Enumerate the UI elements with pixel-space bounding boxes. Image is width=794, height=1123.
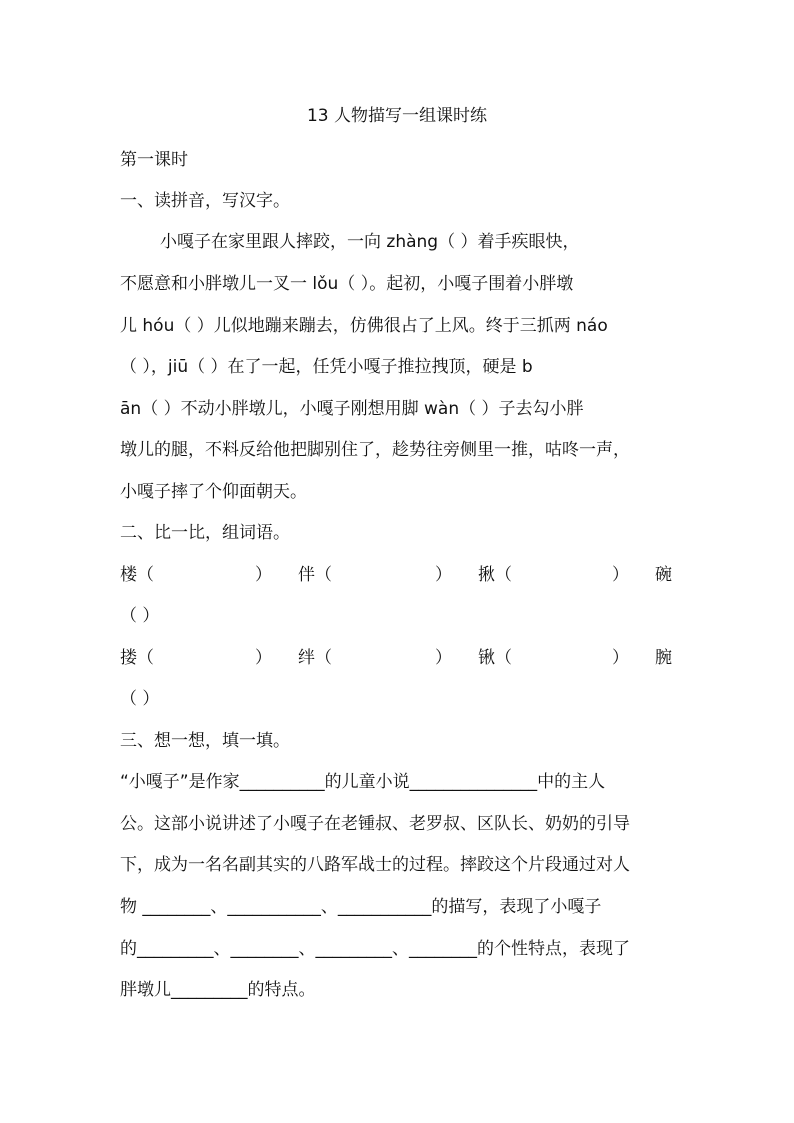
word-lou-open: 楼（ [120, 565, 154, 585]
section1-line-5: ān（ ）不动小胖墩儿，小嘎子刚想用脚 wàn（ ）子去勾小胖 [120, 399, 584, 419]
word-jiu-open: 揪（ [478, 565, 512, 585]
section3-heading: 三、想一想，填一填。 [120, 731, 290, 751]
word-lou2-close: ） [255, 648, 272, 668]
section3-line-3: 下，成为一名名副其实的八路军战士的过程。摔跤这个片段通过对人 [120, 855, 630, 875]
word-qiao-open: 锹（ [478, 648, 512, 668]
word-row-1-wrap: （ ） [120, 606, 160, 626]
word-ban-close: ） [435, 565, 452, 585]
section1-line-2: 不愿意和小胖墩儿一叉一 lǒu（ ）。起初，小嘎子围着小胖墩 [120, 274, 574, 294]
word-wan2: 腕 [655, 648, 672, 668]
lesson-label: 第一课时 [120, 150, 188, 170]
section1-line-6: 墩儿的腿，不料反给他把脚别住了，趁势往旁侧里一推，咕咚一声， [120, 440, 630, 460]
section3-line-4: 物 ________、___________、___________的描写，表现了小嘎子 [120, 897, 602, 917]
section1-line-7: 小嘎子摔了个仰面朝天。 [120, 482, 307, 502]
section1-line-3: 儿 hóu（ ）儿似地蹦来蹦去，仿佛很占了上风。终于三抓两 náo [120, 316, 608, 336]
section1-line-1: 小嘎子在家里跟人摔跤，一向 zhàng（ ）着手疾眼快， [160, 232, 580, 252]
section1-line-4: （ ），jiū（ ）在了一起，任凭小嘎子推拉拽顶，硬是 b [120, 357, 533, 377]
section3-line-5: 的_________、________、_________、________的个性特点，表现了 [120, 939, 630, 959]
section3-line-6: 胖墩儿_________的特点。 [120, 980, 316, 1000]
word-lou-close: ） [255, 565, 272, 585]
section3-line-2: 公。这部小说讲述了小嘎子在老锺叔、老罗叔、区队长、奶奶的引导 [120, 814, 630, 834]
word-qiao-close: ） [612, 648, 629, 668]
page-title: 13 人物描写一组课时练 [306, 106, 488, 126]
section2-heading: 二、比一比，组词语。 [120, 523, 290, 543]
section3-line-1: “小嘎子”是作家__________的儿童小说_______________中的主人 [120, 772, 606, 792]
word-jiu-close: ） [612, 565, 629, 585]
word-lou2-open: 搂（ [120, 648, 154, 668]
section1-heading: 一、读拼音，写汉字。 [120, 191, 290, 211]
word-ban-open: 伴（ [298, 565, 332, 585]
word-ban2-open: 绊（ [298, 648, 332, 668]
word-wan: 碗 [655, 565, 672, 585]
word-row-2-wrap: （ ） [120, 689, 160, 709]
word-ban2-close: ） [435, 648, 452, 668]
